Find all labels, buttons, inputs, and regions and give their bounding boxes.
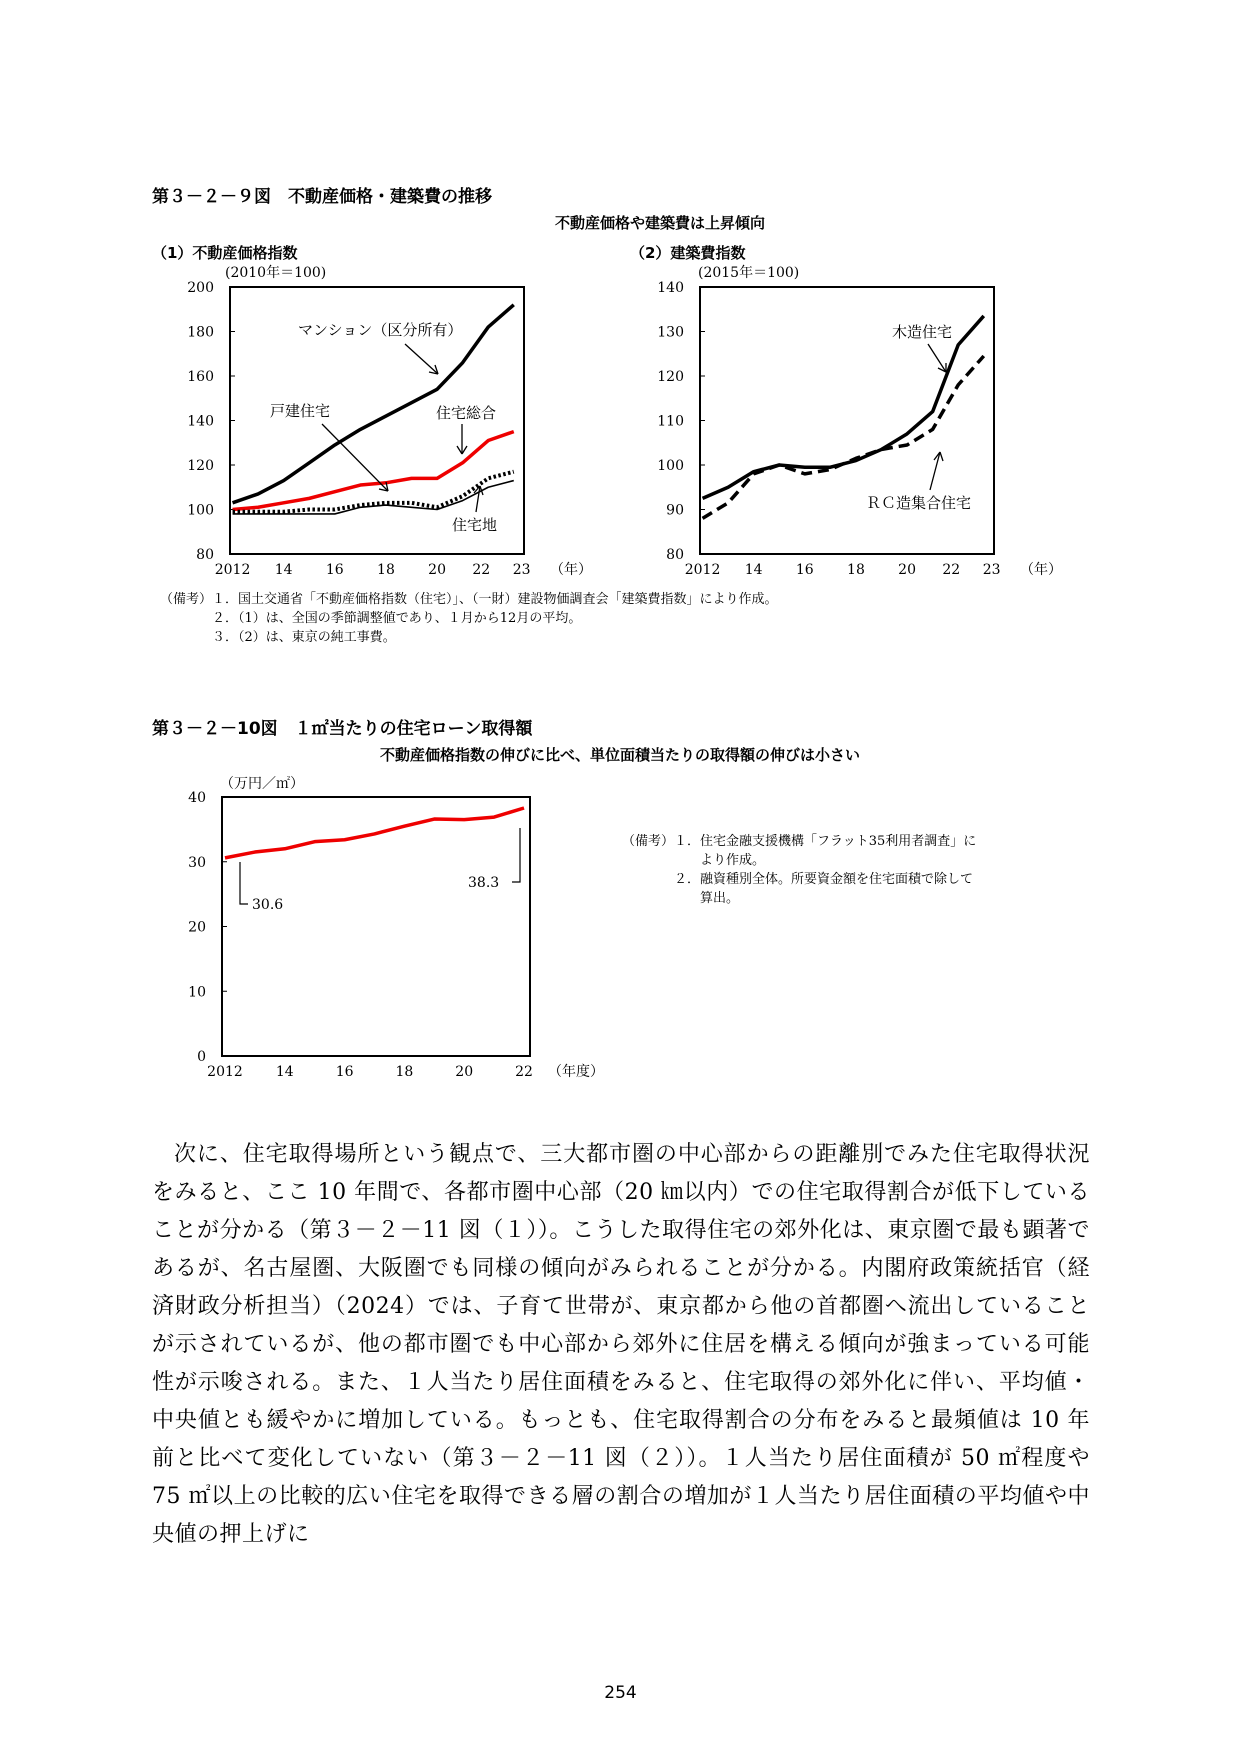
- y-tick-label: 110: [657, 413, 684, 430]
- unit-label: （万円／㎡）: [220, 776, 304, 792]
- x-ticks: [685, 562, 1001, 578]
- y-tick-label: 140: [187, 413, 214, 430]
- y-tick-label: 90: [666, 502, 684, 519]
- x-unit-label: （年）: [1020, 562, 1062, 578]
- x-tick-label: 16: [325, 562, 344, 578]
- note-3: ２．融資種別全体。所要資金額を住宅面積で除して: [622, 872, 974, 887]
- y-tick-label: 20: [188, 919, 206, 936]
- arrow-mansion: [405, 344, 438, 374]
- note-2: より作成。: [622, 853, 766, 868]
- y-tick-label: 40: [188, 790, 206, 806]
- x-tick-label: 23: [512, 562, 531, 578]
- y-tick-label: 10: [188, 984, 206, 1001]
- x-tick-label: 14: [275, 1064, 294, 1080]
- x-unit-label: （年）: [550, 562, 592, 578]
- series-line-1: [233, 432, 514, 510]
- y-tick-label: 100: [657, 458, 684, 474]
- y-tick-label: 160: [187, 369, 214, 385]
- unit-label: (2010年＝100): [225, 265, 327, 281]
- note-4: 算出。: [622, 891, 740, 906]
- annotation-land: 住宅地: [452, 516, 498, 534]
- x-tick-label: 2012: [214, 562, 251, 578]
- unit-label: (2015年＝100): [698, 265, 800, 281]
- loan-per-sqm-chart: [170, 770, 630, 1090]
- x-tick-label: 2012: [207, 1064, 243, 1080]
- x-tick-label: 20: [455, 1064, 474, 1080]
- figure2-notes: [622, 832, 976, 908]
- x-tick-label: 22: [515, 1064, 533, 1080]
- x-tick-label: 16: [795, 562, 814, 578]
- series-line-0: [703, 316, 984, 498]
- body-paragraph: 次に、住宅取得場所という観点で、三大都市圏の中心部からの距離別でみた住宅取得状況をみると、ここ 10 年間で、各都市圏中心部（20 ㎞以内）での住宅取得割合が低下していることが分かる（第３－２－11 図（１））。こうした取得住宅の郊外化は、東京圏で最も顕著であるが、名古屋圏、大阪圏でも同様の傾向がみられることが分かる。内閣府政策統括官（経済財政分析担当）（2024）では、子育て世帯が、東京都から他の首都圏へ流出していることが示されているが、他の都市圏でも中心部から郊外に住居を構える傾向が強まっている可能性が示唆される。また、１人当たり居住面積をみると、住宅取得の郊外化に伴い、平均値・中央値とも緩やかに増加している。もっとも、住宅取得割合の分布をみると最頻値は 10 年前と比べて変化していない（第３－２－11 図（２））。１人当たり居住面積が 50 ㎡程度や 75 ㎡以上の比較的広い住宅を取得できる層の割合の増加が１人当たり居住面積の平均値や中央値の押上げに: [152, 1142, 1090, 1547]
- note-2: ２．（1）は、全国の季節調整値であり、１月から12月の平均。: [160, 611, 582, 626]
- figure1-title: 第３－２－９図 不動産価格・建築費の推移: [152, 187, 492, 207]
- figure1-subtitle: 不動産価格や建築費は上昇傾向: [554, 214, 765, 232]
- y-tick-label: 100: [187, 502, 214, 519]
- note-1: （備考）１．住宅金融支援機構「フラット35利用者調査」に: [622, 834, 977, 849]
- x-tick-label: 22: [472, 562, 491, 578]
- data-labels: [240, 828, 520, 913]
- note-3: ３．（2）は、東京の純工事費。: [160, 630, 396, 645]
- plot-frame: [222, 797, 530, 1056]
- y-ticks: [187, 280, 235, 563]
- y-tick-label: 130: [657, 324, 684, 341]
- y-tick-label: 140: [657, 280, 684, 296]
- x-tick-label: 23: [982, 562, 1001, 578]
- y-tick-label: 30: [188, 854, 206, 871]
- arrow-wooden: [928, 344, 946, 372]
- x-tick-label: 18: [847, 562, 865, 578]
- y-tick-label: 80: [666, 547, 684, 563]
- page-number: 254: [604, 1683, 637, 1703]
- figure1-notes: [160, 590, 778, 647]
- x-tick-label: 16: [335, 1064, 354, 1080]
- x-tick-label: 20: [898, 562, 916, 578]
- series-line-0: [225, 808, 524, 858]
- annotation-mansion: マンション（区分所有）: [298, 321, 463, 339]
- x-tick-label: 14: [744, 562, 763, 578]
- construction-cost-chart: [648, 262, 1088, 582]
- panel1-title: （1）不動産価格指数: [152, 244, 298, 262]
- leader-end: [512, 828, 520, 882]
- x-tick-label: 18: [377, 562, 395, 578]
- figure2-subtitle: 不動産価格指数の伸びに比べ、単位面積当たりの取得額の伸びは小さい: [379, 746, 860, 764]
- y-tick-label: 0: [197, 1049, 206, 1065]
- note-1: （備考）１．国土交通省「不動産価格指数（住宅）」、（一財）建設物価調査会「建築費指数」により作成。: [160, 592, 778, 607]
- x-tick-label: 20: [428, 562, 446, 578]
- x-ticks: [207, 1064, 533, 1080]
- x-tick-label: 14: [274, 562, 293, 578]
- x-tick-label: 18: [395, 1064, 414, 1080]
- plot-lines: [703, 316, 984, 518]
- x-ticks: [215, 562, 531, 578]
- data-label-end: 38.3: [468, 875, 500, 891]
- y-ticks: [657, 280, 705, 563]
- x-tick-label: 22: [942, 562, 961, 578]
- panel2-title: （2）建築費指数: [630, 244, 746, 262]
- annotation-wooden: 木造住宅: [892, 323, 953, 341]
- figure2-title: 第３－２－10図 １㎡当たりの住宅ローン取得額: [152, 719, 533, 739]
- annotation-overall: 住宅総合: [436, 404, 497, 422]
- y-tick-label: 120: [187, 458, 214, 474]
- leader-start: [240, 862, 248, 904]
- y-tick-label: 180: [187, 324, 214, 341]
- data-label-start: 30.6: [252, 897, 284, 913]
- annotation-rc: ＲＣ造集合住宅: [866, 494, 972, 512]
- x-unit-label: （年度）: [548, 1064, 604, 1080]
- y-tick-label: 80: [196, 547, 214, 563]
- plot-lines: [225, 808, 524, 858]
- y-tick-label: 200: [187, 280, 214, 296]
- annotation-detached: 戸建住宅: [270, 402, 331, 420]
- x-tick-label: 2012: [684, 562, 721, 578]
- y-tick-label: 120: [657, 369, 684, 385]
- price-index-chart: [170, 262, 610, 582]
